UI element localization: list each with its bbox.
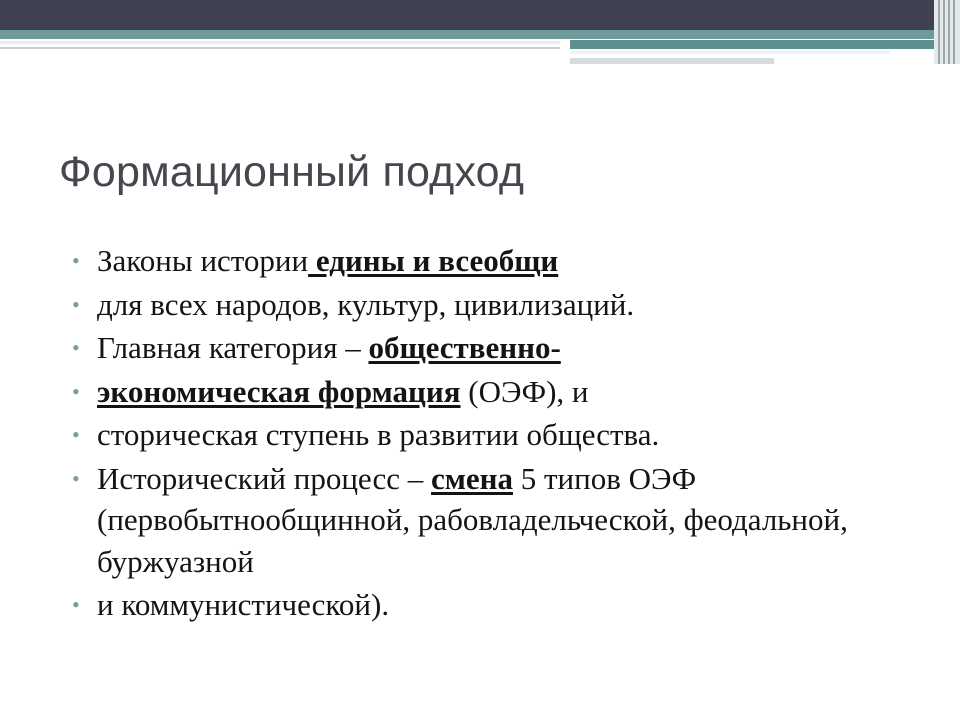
list-item [72,240,932,282]
list-item [72,327,932,369]
bullet-text: и коммунистической). [97,587,390,622]
list-item [72,371,932,413]
list-item [72,414,932,456]
bullet-list [72,240,932,628]
header-band [0,0,960,30]
bullet-text: сторическая ступень в развитии общества. [97,417,660,452]
bullet-dot-icon: • [72,248,80,273]
header-thin-segment [570,58,774,64]
bullet-dot-icon: • [72,465,80,491]
bullet-dot-icon: • [72,592,80,617]
bullet-emphasis: экономическая формация [97,373,461,409]
list-item [72,458,932,583]
slide-title: Формационный подход [59,148,525,196]
list-item [72,284,932,326]
bullet-dot-icon: • [72,291,80,317]
bullet-emphasis: едины и всеобщи [308,243,559,278]
bullet-emphasis: общественно- [368,330,561,365]
bullet-text: Главная категория – [97,330,369,365]
header-accent-segment [570,40,934,49]
bullet-emphasis: смена [430,460,513,496]
bullet-text: Законы истории [97,243,309,278]
bullet-text: Исторический процесс – [97,460,431,496]
header-accent-line [0,30,934,39]
header-thin-segment [570,51,890,54]
bullet-text: для всех народов, культур, цивилизаций. [97,286,635,322]
list-item [72,584,932,626]
bullet-dot-icon: • [72,378,80,404]
corner-stripes [934,0,960,64]
bullet-text-tail: 5 типов ОЭФ (первобытнообщинной, рабовладельческой, феодальной, буржуазной [97,460,848,579]
bullet-text-tail: (ОЭФ), и [460,373,589,409]
bullet-dot-icon: • [72,422,80,447]
bullet-dot-icon: • [72,335,80,360]
header-thin-line [0,41,560,44]
header-thin-line [0,47,560,49]
